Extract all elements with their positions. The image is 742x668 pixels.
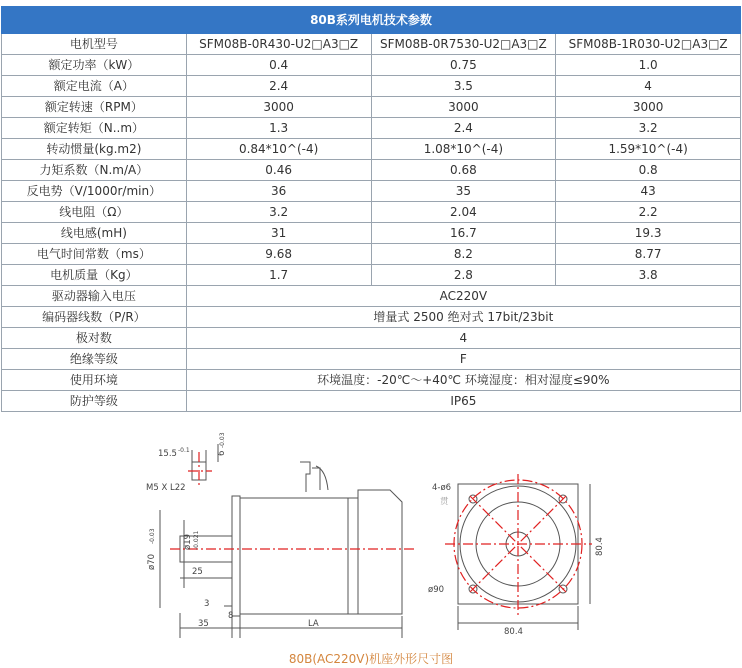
row-label: 额定转速（RPM） <box>2 97 187 118</box>
dimension-drawing <box>140 432 605 643</box>
value-cell: 0.46 <box>186 160 371 181</box>
value-cell: 36 <box>186 181 371 202</box>
connector-outline <box>300 462 328 492</box>
value-cell: 3.5 <box>371 76 556 97</box>
shaft-dia-tol: -0.021 <box>193 530 200 550</box>
value-cell: 0.4 <box>186 55 371 76</box>
dim-6-tol: -0.03 <box>219 432 226 448</box>
dim-la: LA <box>308 619 319 629</box>
shaft-dia-label: ø19 <box>183 533 193 550</box>
value-cell: 8.2 <box>371 244 556 265</box>
merged-value-cell: 增量式 2500 绝对式 17bit/23bit <box>186 307 740 328</box>
table-row <box>2 307 741 328</box>
value-cell: 2.04 <box>371 202 556 223</box>
value-cell: 2.2 <box>556 202 741 223</box>
value-cell: 8.77 <box>556 244 741 265</box>
row-label: 防护等级 <box>2 391 187 412</box>
dim-8: 8 <box>228 611 234 621</box>
value-cell: 9.68 <box>186 244 371 265</box>
value-cell: 0.68 <box>371 160 556 181</box>
value-cell: 3000 <box>371 97 556 118</box>
value-cell: 0.84*10^(-4) <box>186 139 371 160</box>
table-row <box>2 34 741 55</box>
row-label: 额定电流（A） <box>2 76 187 97</box>
table-row <box>2 118 741 139</box>
row-label: 使用环境 <box>2 370 187 391</box>
dim-15-5-tol: -0.1 <box>178 447 190 454</box>
row-label: 反电势（V/1000r/min） <box>2 181 187 202</box>
value-cell: 0.75 <box>371 55 556 76</box>
merged-value-cell: 4 <box>186 328 740 349</box>
row-label: 转动惯量(kg.m2) <box>2 139 187 160</box>
value-cell: 3.8 <box>556 265 741 286</box>
value-cell: 31 <box>186 223 371 244</box>
table-row <box>2 97 741 118</box>
pilot-dia-label: ø70 <box>147 553 157 570</box>
table-row <box>2 139 741 160</box>
value-cell: 1.08*10^(-4) <box>371 139 556 160</box>
value-cell: 0.8 <box>556 160 741 181</box>
row-label: 线电阻（Ω） <box>2 202 187 223</box>
value-cell: 3.2 <box>556 118 741 139</box>
dim-3: 3 <box>204 599 210 609</box>
merged-value-cell: F <box>186 349 740 370</box>
row-label: 极对数 <box>2 328 187 349</box>
model-cell: SFM08B-0R430-U2□A3□Z <box>186 34 371 55</box>
dim-35: 35 <box>198 619 209 629</box>
holes-note: 贯 <box>440 497 449 507</box>
table-row <box>2 76 741 97</box>
merged-value-cell: IP65 <box>186 391 740 412</box>
drawing-caption: 80B(AC220V)机座外形尺寸图 <box>288 652 454 666</box>
row-label: 线电感(mH) <box>2 223 187 244</box>
flange-height-label: 80.4 <box>595 537 605 556</box>
holes-label: 4-ø6 <box>432 483 452 493</box>
row-label: 驱动器输入电压 <box>2 286 187 307</box>
row-label: 额定转矩（N..m） <box>2 118 187 139</box>
value-cell: 1.7 <box>186 265 371 286</box>
table-row <box>2 286 741 307</box>
row-label: 力矩系数（N.m/A） <box>2 160 187 181</box>
model-cell: SFM08B-1R030-U2□A3□Z <box>556 34 741 55</box>
flange-width-label: 80.4 <box>504 627 523 637</box>
dim-25: 25 <box>192 567 203 577</box>
value-cell: 16.7 <box>371 223 556 244</box>
rear-cover-outline <box>358 490 402 614</box>
value-cell: 3.2 <box>186 202 371 223</box>
dim-15-5: 15.5 <box>158 449 177 459</box>
table-row <box>2 202 741 223</box>
value-cell: 35 <box>371 181 556 202</box>
value-cell: 43 <box>556 181 741 202</box>
table-row <box>2 349 741 370</box>
value-cell: 1.59*10^(-4) <box>556 139 741 160</box>
model-cell: SFM08B-0R7530-U2□A3□Z <box>371 34 556 55</box>
pilot-dia-tol: -0.03 <box>149 528 156 544</box>
table-row <box>2 370 741 391</box>
table-row <box>2 181 741 202</box>
table-row <box>2 223 741 244</box>
pcd-label: ø90 <box>428 585 445 595</box>
value-cell: 2.4 <box>186 76 371 97</box>
motor-body-outline <box>240 498 358 614</box>
row-label: 电机质量（Kg） <box>2 265 187 286</box>
table-title: 80B系列电机技术参数 <box>2 7 741 34</box>
value-cell: 2.4 <box>371 118 556 139</box>
value-cell: 3000 <box>556 97 741 118</box>
row-label: 编码器线数（P/R） <box>2 307 187 328</box>
merged-value-cell: AC220V <box>186 286 740 307</box>
value-cell: 1.3 <box>186 118 371 139</box>
value-cell: 19.3 <box>556 223 741 244</box>
row-label: 额定功率（kW） <box>2 55 187 76</box>
table-row <box>2 55 741 76</box>
table-row <box>2 160 741 181</box>
value-cell: 1.0 <box>556 55 741 76</box>
table-row <box>2 328 741 349</box>
row-label: 绝缘等级 <box>2 349 187 370</box>
table-title-row <box>2 7 741 34</box>
table-row <box>2 265 741 286</box>
table-row <box>2 391 741 412</box>
value-cell: 2.8 <box>371 265 556 286</box>
row-label: 电气时间常数（ms） <box>2 244 187 265</box>
spec-table <box>1 6 741 412</box>
flange-outline <box>232 496 240 616</box>
row-label: 电机型号 <box>2 34 187 55</box>
dim-6: 6 <box>217 450 227 456</box>
thread-label: M5 X L22 <box>146 483 186 493</box>
value-cell: 3000 <box>186 97 371 118</box>
merged-value-cell: 环境温度：-20℃～+40℃ 环境湿度：相对湿度≤90% <box>186 370 740 391</box>
table-row <box>2 244 741 265</box>
value-cell: 4 <box>556 76 741 97</box>
